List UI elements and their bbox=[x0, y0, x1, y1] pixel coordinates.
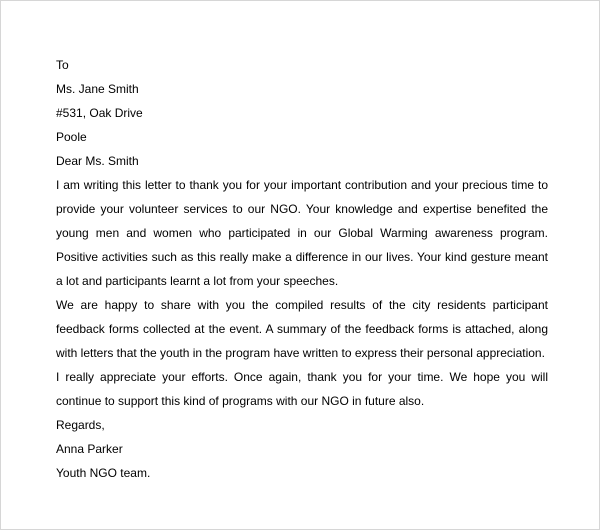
letter-body bbox=[56, 53, 548, 485]
to-label: To bbox=[56, 58, 69, 72]
recipient-address: #531, Oak Drive bbox=[56, 106, 143, 120]
greeting: Dear Ms. Smith bbox=[56, 154, 139, 168]
paragraph-appreciation: I really appreciate your efforts. Once again, thank you for your time. We hope you will continue to support this kind of programs with our NGO in future also. bbox=[56, 370, 548, 408]
sender-name: Anna Parker bbox=[56, 442, 123, 456]
recipient-city: Poole bbox=[56, 130, 87, 144]
closing: Regards, bbox=[56, 418, 105, 432]
sender-organization: Youth NGO team. bbox=[56, 466, 151, 480]
paragraph-thanks: I am writing this letter to thank you for your important contribution and your precious time to provide your volunteer services to our NGO. Your knowledge and expertise benefited the young men and women who participated in our Global Warming awareness program. Positive activities such as this really make a difference in our lives. Your kind gesture meant a lot and participants learnt a lot from your speeches. bbox=[56, 178, 548, 288]
paragraph-feedback: We are happy to share with you the compiled results of the city residents participant feedback forms collected at the event. A summary of the feedback forms is attached, along with letters that the youth in the program have written to express their personal appreciation. bbox=[56, 298, 548, 360]
recipient-name: Ms. Jane Smith bbox=[56, 82, 139, 96]
